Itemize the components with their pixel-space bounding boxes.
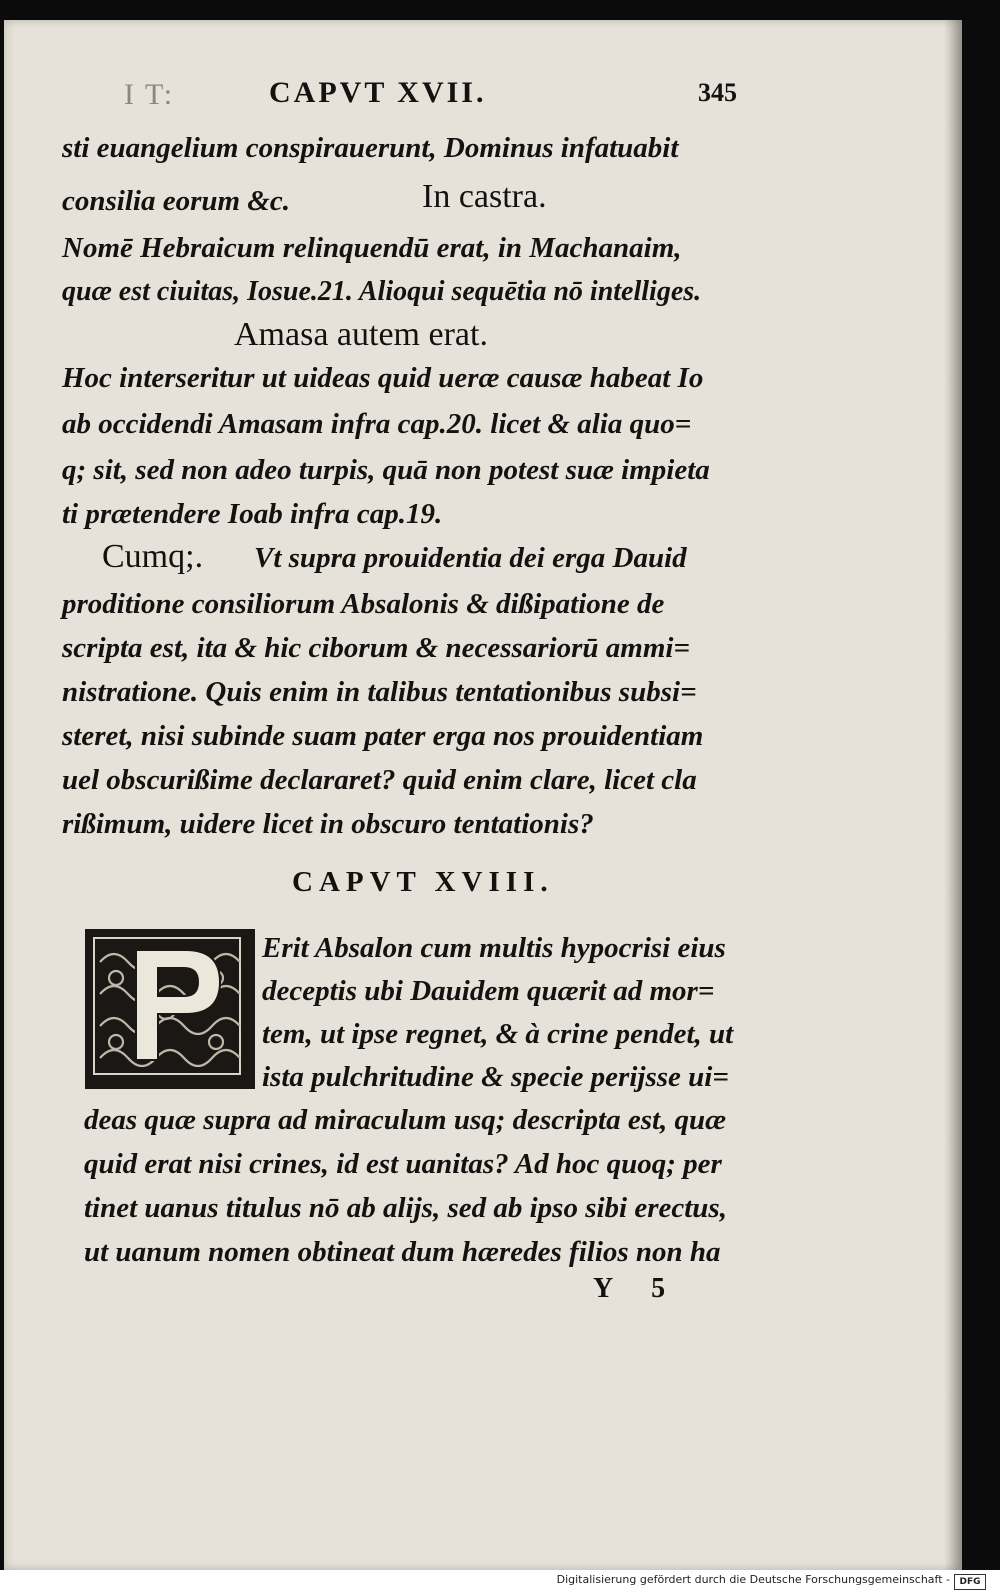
text-line: q; sit, sed non adeo turpis, quā non potest suæ impieta (62, 454, 710, 486)
page-number: 345 (698, 78, 737, 107)
text-line: ut uanum nomen obtineat dum hæredes filios non ha (84, 1236, 721, 1268)
text-line: deceptis ubi Dauidem quærit ad mor= (262, 975, 715, 1007)
funding-credit: Digitalisierung gefördert durch die Deutsche Forschungsgemeinschaft - (556, 1573, 950, 1586)
section-heading-cumque: Cumq;. (102, 538, 204, 575)
section-heading-castra: In castra. (422, 178, 547, 215)
running-title: CAPVT XVII. (269, 76, 487, 109)
text-line: tinet uanus titulus nō ab alijs, sed ab ipso sibi erectus, (84, 1192, 727, 1224)
text-line: scripta est, ita & hic ciborum & necessariorū ammi= (62, 632, 690, 664)
signature-mark: Y 5 (593, 1273, 682, 1304)
text-line: ab occidendi Amasam infra cap.20. licet & alia quo= (62, 408, 692, 440)
text-line: consilia eorum &c. (62, 185, 290, 217)
decorated-initial-p (85, 929, 255, 1089)
chapter-heading: CAPVT XVIII. (292, 866, 554, 898)
section-heading-amasa: Amasa autem erat. (234, 316, 488, 353)
page-spine-shadow (944, 20, 962, 1570)
text-line: ista pulchritudine & specie perijsse ui= (262, 1061, 729, 1093)
text-line: uel obscurißime declararet? quid enim clare, licet cla (62, 764, 697, 796)
bleed-through-text: I T: (124, 78, 175, 111)
text-line: quid erat nisi crines, id est uanitas? Ad hoc quoq; per (84, 1148, 722, 1180)
text-line: Erit Absalon cum multis hypocrisi eius (262, 932, 726, 964)
text-line: deas quæ supra ad miraculum usq; descripta est, quæ (84, 1104, 727, 1136)
text-line: steret, nisi subinde suam pater erga nos prouidentiam (62, 720, 704, 752)
text-line: sti euangelium conspirauerunt, Dominus infatuabit (62, 132, 679, 164)
text-line: Vt supra prouidentia dei erga Dauid (254, 542, 687, 574)
text-line: Nomē Hebraicum relinquendū erat, in Machanaim, (62, 232, 682, 264)
text-line: quæ est ciuitas, Iosue.21. Alioqui sequētia nō intelliges. (62, 276, 702, 307)
dfg-logo-icon: DFG (954, 1574, 986, 1590)
text-line: Hoc interseritur ut uideas quid ueræ causæ habeat Io (62, 362, 704, 394)
text-line: proditione consiliorum Absalonis & dißipatione de (62, 588, 665, 620)
book-page (4, 20, 962, 1570)
text-line: rißimum, uidere licet in obscuro tentationis? (62, 808, 594, 840)
running-header (124, 76, 784, 116)
text-line: ti prætendere Ioab infra cap.19. (62, 498, 443, 530)
text-line: nistratione. Quis enim in talibus tentationibus subsi= (62, 676, 697, 708)
ornament-initial-icon (88, 932, 246, 1080)
text-line: tem, ut ipse regnet, & à crine pendet, ut (262, 1018, 734, 1050)
footer-bar (0, 1570, 1000, 1592)
